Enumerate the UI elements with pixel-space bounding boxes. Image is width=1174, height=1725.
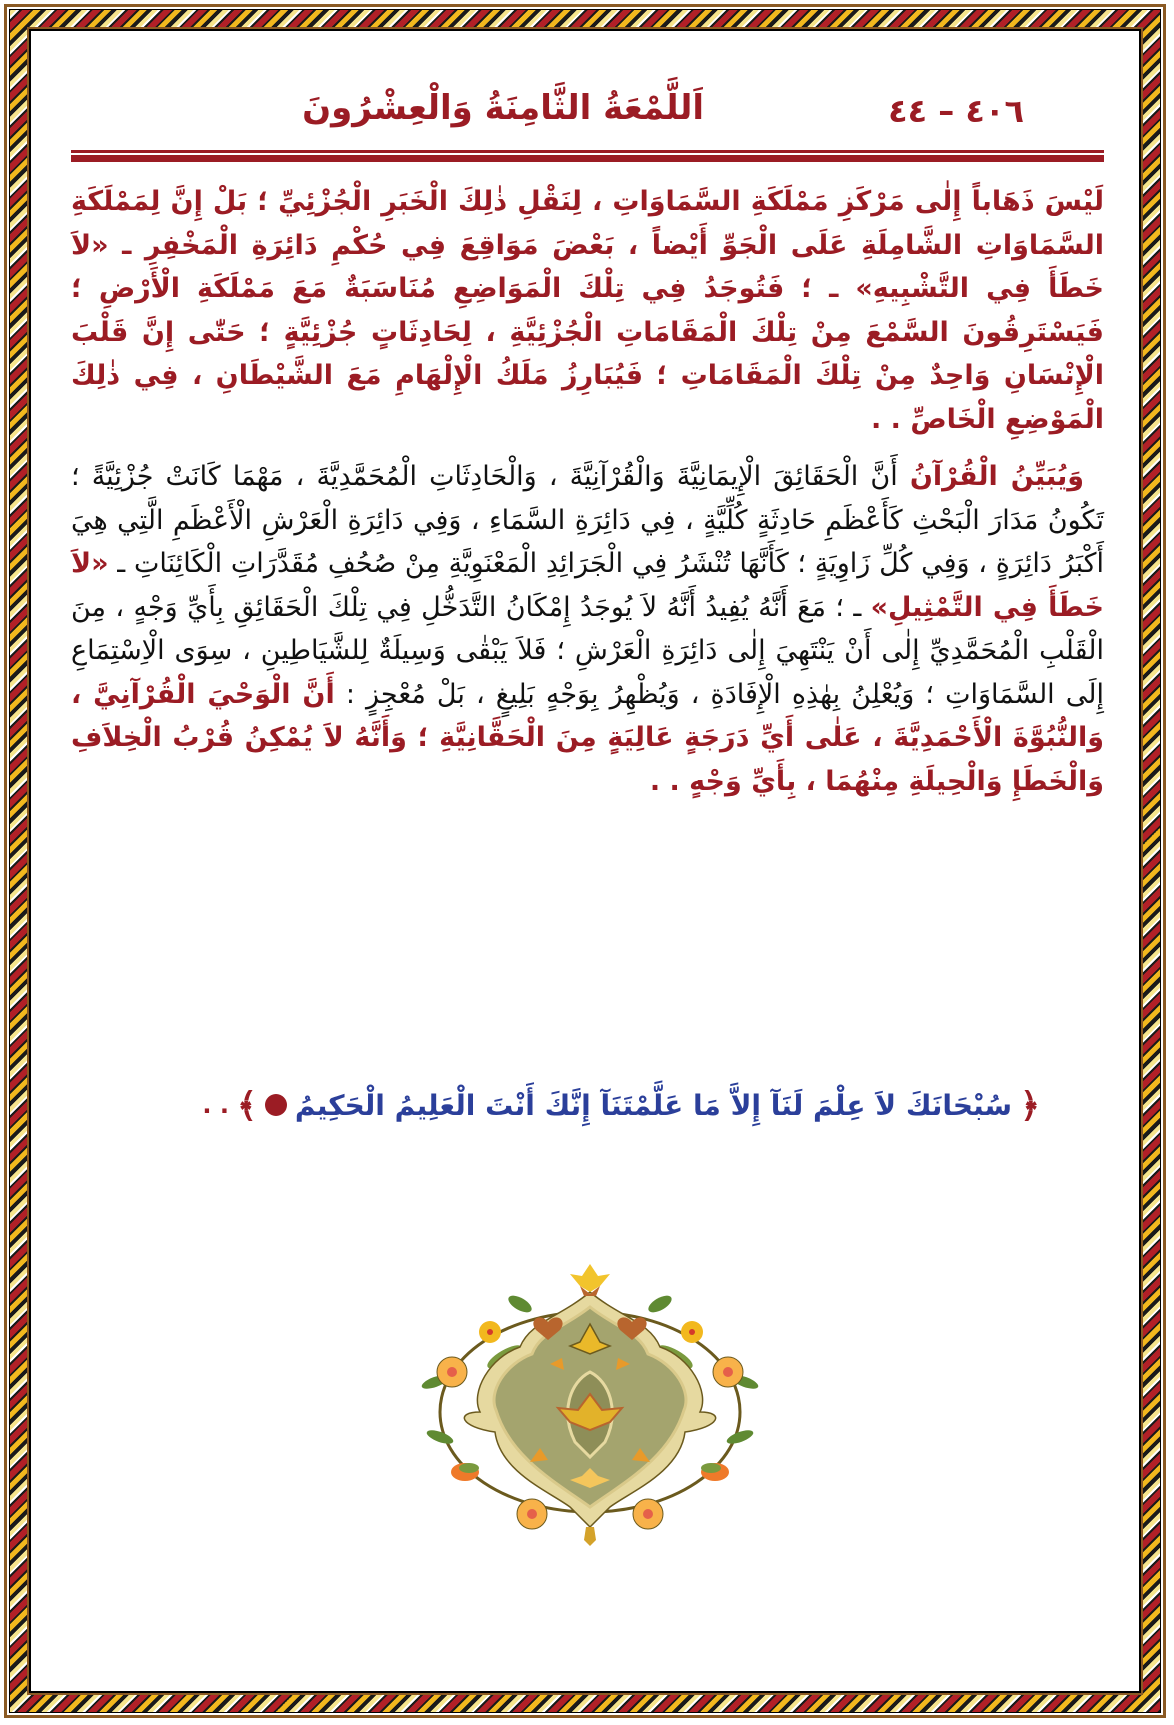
body-text — [71, 180, 1104, 803]
verse-open-bracket-icon: ﴿ — [1020, 1085, 1040, 1126]
paragraph-1: لَيْسَ ذَهَاباً إِلٰى مَرْكَزِ مَمْلَكَةِ السَّمَاوَاتِ ، لِنَقْلِ ذٰلِكَ الْخَبَرِ الْجُزْئِيِّ ؛ بَلْ إِنَّ لِمَمْلَكَةِ السَّمَاوَاتِ الشَّامِلَةِ عَلَى الْجَوِّ أَيْضاً ، بَعْضَ مَوَاقِعَ فِي حُكْمِ دَائِرَةِ الْمَخْفِرِ ـ «لاَ خَطَأَ فِي التَّشْبِيهِ» ـ ؛ فَتُوجَدُ فِي تِلْكَ الْمَوَاضِعِ مُنَاسَبَةٌ مَعَ مَمْلَكَةِ الْأَرْضِ ؛ فَيَسْتَرِقُونَ السَّمْعَ مِنْ تِلْكَ الْمَقَامَاتِ الْجُزْئِيَّةِ ، لِحَادِثَاتٍ جُزْئِيَّةٍ ؛ حَتّٰى إِنَّ قَلْبَ الْإِنْسَانِ وَاحِدٌ مِنْ تِلْكَ الْمَقَامَاتِ ؛ فَيُبَارِزُ مَلَكُ الْإِلْهَامِ مَعَ الشَّيْطَانِ ، فِي ذٰلِكَ الْمَوْضِعِ الْخَاصِّ . . — [71, 186, 1104, 435]
page-header — [71, 88, 1104, 162]
verse-text: سُبْحَانَكَ لاَ عِلْمَ لَنَآ إِلاَّ مَا عَلَّمْتَنَآ إِنَّكَ أَنْتَ الْعَلِيمُ الْحَكِيمُ — [294, 1088, 1013, 1122]
paragraph-2-text-b: ـ ؛ مَعَ أَنَّهُ يُفِيدُ أَنَّهُ لاَ يُوجَدُ إِمْكَانُ التَّدَخُّلِ فِي تِلْكَ الْحَقَائِقِ بِأَيِّ وَجْهٍ ، مِنَ الْقَلْبِ الْمُحَمَّدِيِّ إِلٰى أَنْ يَنْتَهِيَ إِلٰى دَائِرَةِ الْعَرْشِ ؛ فَلاَ يَبْقٰى وَسِيلَةٌ لِلشَّيَاطِينِ ، سِوَى الْاِسْتِمَاعِ إِلَى السَّمَاوَاتِ ؛ وَيُعْلِنُ بِهٰذِهِ الْإِفَادَةِ ، وَيُظْهِرُ بِوَجْهٍ بَلِيغٍ ، بَلْ مُعْجِزٍ : — [71, 591, 1105, 710]
page-number: ٤٠٦ – ٤٤ — [888, 92, 1024, 130]
chapter-title: اَللَّمْعَةُ الثَّامِنَةُ وَالْعِشْرُونَ — [302, 88, 704, 128]
verse-end-marker-icon — [265, 1094, 287, 1116]
paragraph-2-lead: وَيُبَيِّنُ الْقُرْآنُ — [909, 461, 1084, 492]
paragraph-2-quote: «لاَ خَطَأَ فِي التَّمْثِيلِ» — [71, 548, 1104, 623]
verse-close-bracket-icon: ﴾ — [236, 1085, 257, 1126]
header-rule-thick — [71, 155, 1104, 162]
verse-trailing-dots: . . — [202, 1091, 229, 1119]
header-rule-thin — [71, 150, 1104, 153]
paragraph-2 — [71, 455, 1104, 803]
floral-medallion-icon — [410, 1262, 770, 1547]
quran-verse — [140, 1080, 1040, 1130]
paragraph-2-text-a: أَنَّ الْحَقَائِقَ الْإِيمَانِيَّةَ وَالْقُرْآنِيَّةَ ، وَالْحَادِثَاتِ الْمُحَمَّدِيَّةَ ، مَهْمَا كَانَتْ جُزْئِيَّةً ؛ تَكُونُ مَدَارَ الْبَحْثِ كَأَعْظَمِ حَادِثَةٍ كُلِّيَّةٍ ، فِي دَائِرَةِ السَّمَاءِ ، وَفِي دَائِرَةِ الْعَرْشِ الْأَعْظَمِ الَّتِي هِيَ أَكْبَرُ دَائِرَةٍ ، وَفِي كُلِّ زَاوِيَةٍ ؛ كَأَنَّهَا تُنْشَرُ فِي الْجَرَائِدِ الْمَعْنَوِيَّةِ مِنْ صُحُفِ مُقَدَّرَاتِ الْكَائِنَاتِ ـ — [71, 461, 1104, 579]
paragraph-2-closing: أَنَّ الْوَحْيَ الْقُرْآنِيَّ ، وَالنُّبُوَّةَ الْأَحْمَدِيَّةَ ، عَلٰى أَيِّ دَرَجَةٍ عَالِيَةٍ مِنَ الْحَقَّانِيَّةِ ؛ وَأَنَّهُ لاَ يُمْكِنُ قُرْبُ الْخِلاَفِ وَالْخَطَإِ وَالْحِيلَةِ مِنْهُمَا ، بِأَيِّ وَجْهٍ . . — [71, 678, 1104, 797]
